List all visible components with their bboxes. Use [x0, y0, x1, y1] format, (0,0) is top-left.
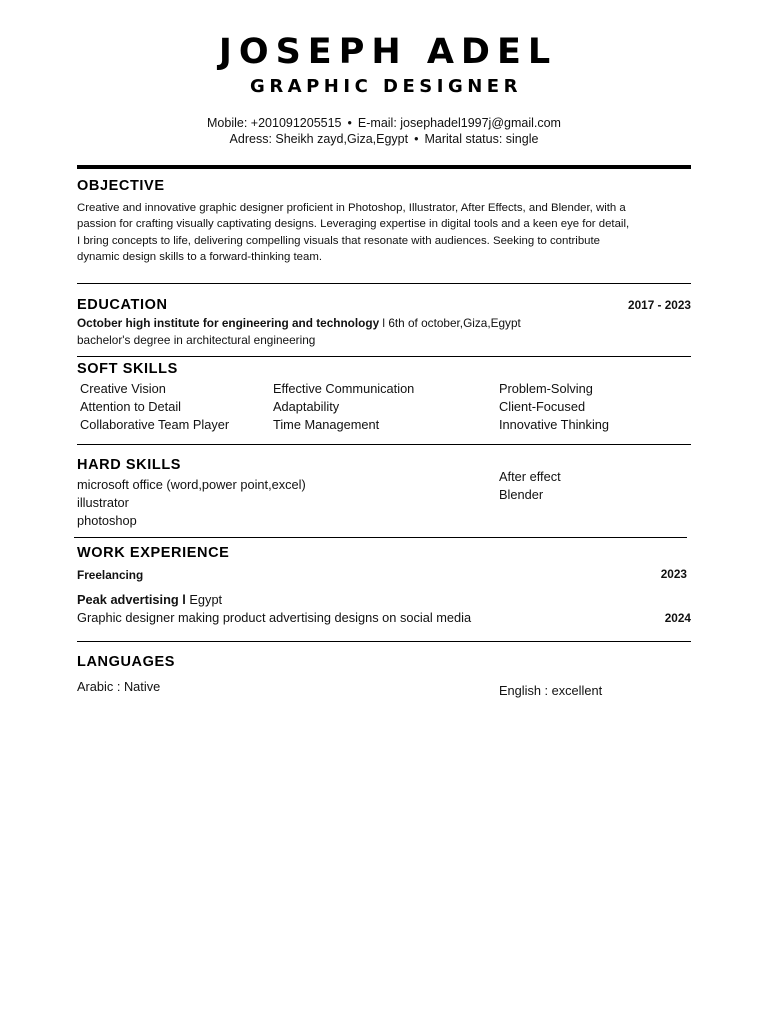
mobile-number: Mobile: +201091205515 — [207, 116, 342, 130]
skill-item: photoshop — [77, 513, 137, 528]
header-divider — [77, 165, 691, 169]
skill-item: Collaborative Team Player — [80, 417, 230, 432]
hard-skills-column-2 — [499, 468, 561, 504]
hard-skills-column-1 — [77, 476, 306, 530]
objective-line: I bring concepts to life, delivering compelling visuals that resonate with audiences. Seeking to contribute — [77, 234, 601, 247]
skill-item: Problem-Solving — [499, 381, 593, 396]
skill-item: Innovative Thinking — [499, 417, 610, 432]
education-years: 2017 - 2023 — [628, 298, 691, 312]
section-divider — [77, 641, 691, 642]
skill-item: illustrator — [77, 495, 129, 510]
objective-line: passion for crafting visually captivating designs. Leveraging expertise in digital tools and a keen eye for detail, — [77, 218, 630, 231]
bullet-separator: • — [414, 132, 419, 146]
objective-line: dynamic design skills to a forward-thinking team. — [77, 250, 323, 263]
objective-line: Creative and innovative graphic designer proficient in Photoshop, Illustrator, After Effects, and Blender, with a — [77, 202, 626, 214]
contact-line-2 — [0, 131, 768, 147]
email-address: E-mail: josephadel1997j@gmail.com — [357, 116, 561, 130]
section-divider — [74, 537, 687, 538]
skill-item: Effective Communication — [273, 381, 415, 396]
address: Adress: Sheikh zayd,Giza,Egypt — [229, 132, 409, 146]
soft-skills-column-3 — [499, 380, 609, 434]
skill-item: Creative Vision — [80, 381, 166, 396]
soft-skills-column-2 — [273, 380, 414, 434]
job-title: GRAPHIC DESIGNER — [250, 76, 522, 97]
section-divider — [77, 356, 691, 357]
contact-line-1 — [0, 115, 768, 131]
objective-text — [77, 200, 691, 265]
job-title-freelancing: Freelancing — [77, 568, 144, 582]
candidate-name: JOSEPH ADEL — [218, 32, 558, 72]
job-year: 2024 — [664, 611, 691, 625]
language-item: Arabic : Native — [77, 679, 161, 694]
section-divider — [77, 444, 691, 445]
skill-item: microsoft office (word,power point,excel) — [77, 477, 306, 492]
job-year: 2023 — [660, 567, 687, 581]
skill-item: After effect — [499, 469, 561, 484]
hard-skills-heading: HARD SKILLS — [77, 457, 182, 473]
job-company-line — [77, 591, 222, 609]
section-divider — [77, 283, 691, 284]
soft-skills-heading: SOFT SKILLS — [77, 361, 178, 377]
work-experience-heading: WORK EXPERIENCE — [77, 545, 230, 561]
education-heading: EDUCATION — [77, 297, 168, 313]
marital-status: Marital status: single — [424, 132, 539, 146]
skill-item: Client-Focused — [499, 399, 586, 414]
skill-item: Blender — [499, 487, 544, 502]
skill-item: Adaptability — [273, 399, 340, 414]
institution-location: l 6th of october,Giza,Egypt — [382, 316, 521, 330]
languages-heading: LANGUAGES — [77, 654, 176, 670]
objective-heading: OBJECTIVE — [77, 178, 165, 194]
company-location: Egypt — [189, 592, 223, 607]
language-item: English : excellent — [499, 683, 603, 698]
soft-skills-column-1 — [80, 380, 229, 434]
education-degree: bachelor's degree in architectural engineering — [77, 333, 316, 347]
job-description: Graphic designer making product advertising designs on social media — [77, 610, 472, 625]
bullet-separator: • — [347, 116, 352, 130]
education-institution-line — [77, 315, 521, 331]
skill-item: Attention to Detail — [80, 399, 182, 414]
institution-name: October high institute for engineering and technology — [77, 316, 380, 330]
skill-item: Time Management — [273, 417, 380, 432]
company-name: Peak advertising l — [77, 592, 186, 607]
